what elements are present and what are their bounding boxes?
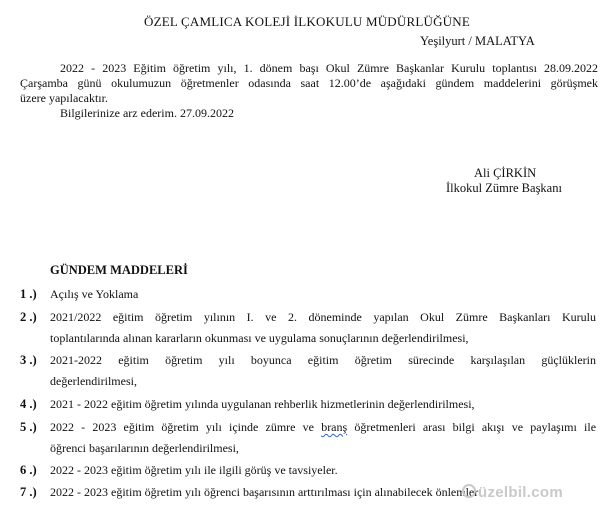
agenda-item-number: 6 .) xyxy=(20,463,37,477)
agenda-item-number: 2 .) xyxy=(20,310,37,324)
watermark xyxy=(462,484,563,501)
spellcheck-flagged-word[interactable]: branş xyxy=(321,420,348,434)
body-line-4: Bilgilerinize arz ederim. 27.09.2022 xyxy=(60,106,234,120)
agenda-item-text: Açılış ve Yoklama xyxy=(50,287,139,301)
body-line-3: üzere yapılacaktır. xyxy=(20,91,108,105)
agenda-item-text: 2022 - 2023 eğitim öğretim yılı öğrenci başarısının arttırılması için alınabilecek önlemler xyxy=(50,485,479,499)
agenda-item-number: 4 .) xyxy=(20,397,37,411)
agenda-item-text: 2021 - 2022 eğitim öğretim yılında uygulanan rehberlik hizmetlerinin değerlendirilmesi, xyxy=(50,397,475,411)
agenda-item-text-continued: değerlendirilmesi, xyxy=(50,374,137,388)
agenda-item-text-part: 2022 - 2023 eğitim öğretim yılı içinde zümre ve xyxy=(50,420,314,434)
agenda-item-text: 2021/2022 eğitim öğretim yılının I. ve 2. döneminde yapılan Okul Zümre Başkanları Kurulu xyxy=(50,310,596,324)
agenda-item-text-continued: toplantılarında alınan kararların okunması ve uygulama sonuçlarının değerlendirilmesi, xyxy=(50,331,469,345)
signatory-name: Ali ÇİRKİN xyxy=(474,166,537,180)
agenda-item-number: 5 .) xyxy=(20,420,37,434)
agenda-item-number: 3 .) xyxy=(20,353,37,367)
agenda-item-text-continued: öğrenci başarılarının değerlendirilmesi, xyxy=(50,441,239,455)
agenda-item-text: 2022 - 2023 eğitim öğretim yılı ile ilgili görüş ve tavsiyeler. xyxy=(50,463,338,477)
school-location: Yeşilyurt / MALATYA xyxy=(420,34,535,48)
agenda-item-number: 1 .) xyxy=(20,287,37,301)
agenda-item-text: 2021-2022 eğitim öğretim yılı boyunca eğitim öğretim sürecinde karşılaşılan güçlüklerin xyxy=(50,353,596,367)
document-title: ÖZEL ÇAMLICA KOLEJİ İLKOKULU MÜDÜRLÜĞÜNE xyxy=(144,14,470,29)
signatory-role: İlkokul Zümre Başkanı xyxy=(446,181,562,195)
body-line-2: Çarşamba günü okulumuzun öğretmenler odasında saat 12.00’de aşağıdaki gündem maddelerini görüşmek xyxy=(20,76,598,90)
watermark-text: üzelbil.com xyxy=(478,484,563,501)
agenda-heading: GÜNDEM MADDELERİ xyxy=(50,263,188,277)
agenda-item-text xyxy=(50,420,596,435)
body-line-1: 2022 - 2023 Eğitim öğretim yılı, 1. dönem başı Okul Zümre Başkanlar Kurulu toplantısı 28.09.2022 xyxy=(60,61,598,75)
globe-icon xyxy=(462,484,476,498)
agenda-item-text-part: öğretmenleri arası bilgi akışı ve paylaşımı ile xyxy=(354,420,597,434)
agenda-item-number: 7 .) xyxy=(20,485,37,499)
